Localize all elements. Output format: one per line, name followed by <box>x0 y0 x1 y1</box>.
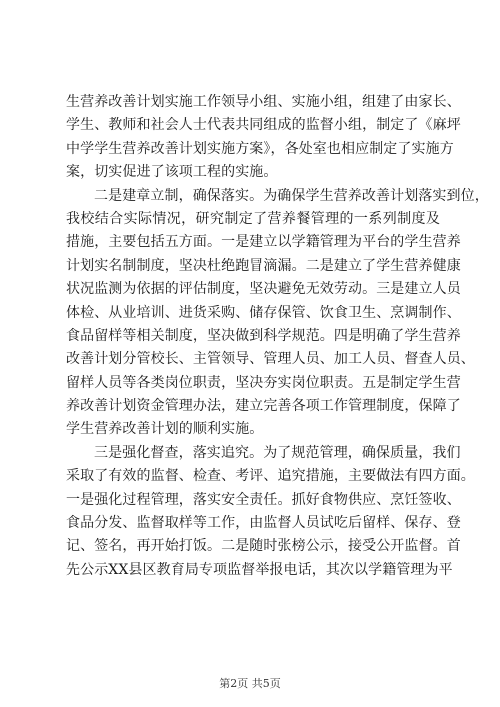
text-line: 案，切实促进了该项工程的实施。 <box>66 164 278 181</box>
text-line: 养改善计划资金管理办法，建立完善各项工作管理制度，保障了 <box>66 398 461 415</box>
text-line: 措施，主要包括五方面。一是建立以学籍管理为平台的学生营养 <box>66 234 461 251</box>
text-line: 中学学生营养改善计划实施方案》，各处室也相应制定了实施方 <box>66 140 454 157</box>
text-line: 留样人员等各类岗位职责，坚决夯实岗位职责。五是制定学生营 <box>66 374 461 391</box>
page-number-footer: 第2页 共5页 <box>219 677 281 690</box>
text-line: 食品留样等相关制度，坚决做到科学规范。四是明确了学生营养 <box>66 327 461 344</box>
text-line: 计划实名制制度，坚决杜绝跑冒滴漏。二是建立了学生营养健康 <box>66 257 461 274</box>
paragraph-start-line: 三是强化督查，落实追究。为了规范管理，确保质量，我们 <box>94 444 461 461</box>
text-line: 学生、教师和社会人士代表共同组成的监督小组，制定了《麻坪 <box>66 117 461 134</box>
text-line: 我校结合实际情况，研究制定了营养餐管理的一系列制度及 <box>66 210 440 227</box>
text-line: 记、签名，再开始打饭。二是随时张榜公示，接受公开监督。首 <box>66 538 461 555</box>
text-line: 状况监测为依据的评估制度，坚决避免无效劳动。三是建立人员 <box>66 281 461 298</box>
text-line: 食品分发、监督取样等工作，由监督人员试吃后留样、保存、登 <box>66 515 461 532</box>
text-line: 生营养改善计划实施工作领导小组、实施小组，组建了由家长、 <box>66 94 461 110</box>
body-text <box>66 91 489 582</box>
text-line: 学生营养改善计划的顺利实施。 <box>66 421 264 438</box>
text-line: 一是强化过程管理，落实安全责任。抓好食物供应、烹饪签收、 <box>66 491 461 508</box>
paragraph-start-line: 二是建章立制，确保落实。为确保学生营养改善计划落实到位， <box>94 187 489 204</box>
text-line: 体检、从业培训、进货采购、储存保管、饮食卫生、烹调制作、 <box>66 304 461 321</box>
text-line: 改善计划分管校长、主管领导、管理人员、加工人员、督查人员、 <box>66 351 475 368</box>
text-line: 先公示XX县区教育局专项监督举报电话，其次以学籍管理为平 <box>66 561 453 578</box>
text-line: 采取了有效的监督、检查、考评、追究措施，主要做法有四方面。 <box>66 468 475 485</box>
